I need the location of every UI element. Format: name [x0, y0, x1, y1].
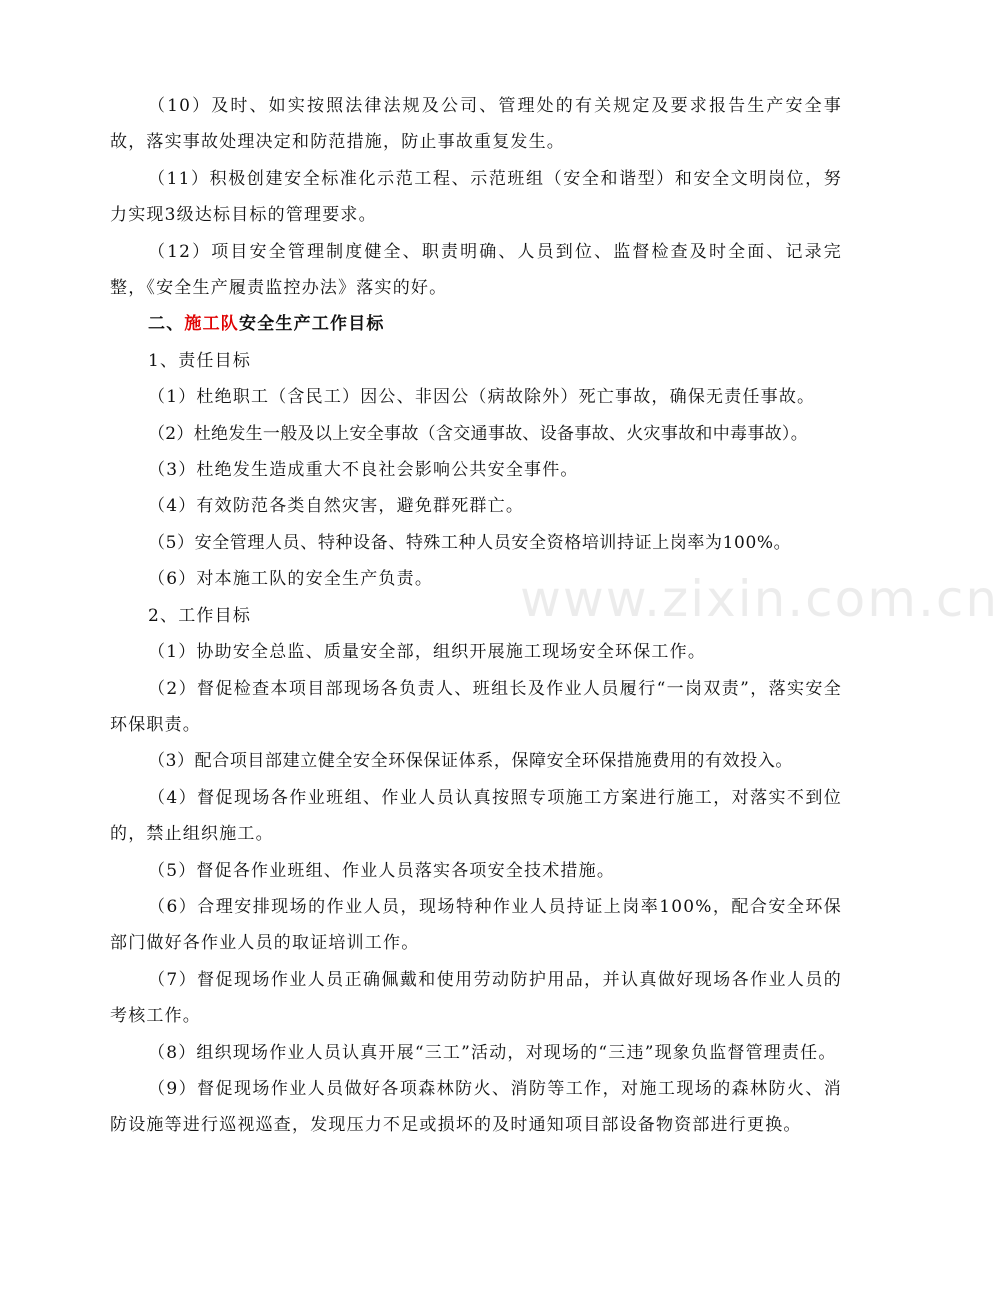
work-item-7: （7）督促现场作业人员正确佩戴和使用劳动防护用品，并认真做好现场各作业人员的考核工作。 — [110, 969, 842, 1027]
section-heading-prefix: 二、 — [148, 314, 185, 335]
work-item-5: （5）督促各作业班组、作业人员落实各项安全技术措施。 — [148, 860, 616, 881]
responsibility-item-1: （1）杜绝职工（含民工）因公、非因公（病故除外）死亡事故，确保无责任事故。 — [148, 387, 816, 408]
section-heading-suffix: 安全生产工作目标 — [239, 314, 385, 335]
work-title: 2、工作目标 — [148, 605, 252, 626]
work-item-2: （2）督促检查本项目部现场各负责人、班组长及作业人员履行“一岗双责”，落实安全环保职责。 — [110, 678, 842, 735]
section-heading — [110, 306, 842, 342]
paragraph-11: （11）积极创建安全标准化示范工程、示范班组（安全和谐型）和安全文明岗位，努力实现3级达标目标的管理要求。 — [110, 168, 842, 226]
work-item-9: （9）督促现场作业人员做好各项森林防火、消防等工作，对施工现场的森林防火、消防设施等进行巡视巡查，发现压力不足或损坏的及时通知项目部设备物资部进行更换。 — [110, 1078, 842, 1136]
work-item-3: （3）配合项目部建立健全安全环保保证体系，保障安全环保措施费用的有效投入。 — [148, 751, 794, 772]
work-item-6: （6）合理安排现场的作业人员，现场特种作业人员持证上岗率100%，配合安全环保部门做好各作业人员的取证培训工作。 — [110, 896, 842, 954]
document-body — [110, 88, 842, 1144]
responsibility-item-6: （6）对本施工队的安全生产负责。 — [148, 569, 434, 590]
responsibility-item-4: （4）有效防范各类自然灾害，避免群死群亡。 — [148, 496, 525, 517]
paragraph-12: （12）项目安全管理制度健全、职责明确、人员到位、监督检查及时全面、记录完整，《安全生产履责监控办法》落实的好。 — [110, 241, 842, 299]
work-item-8: （8）组织现场作业人员认真开展“三工”活动，对现场的“三违”现象负监督管理责任。 — [148, 1042, 837, 1063]
paragraph-10: （10）及时、如实按照法律法规及公司、管理处的有关规定及要求报告生产安全事故，落实事故处理决定和防范措施，防止事故重复发生。 — [110, 96, 842, 153]
work-item-1: （1）协助安全总监、质量安全部，组织开展施工现场安全环保工作。 — [148, 642, 707, 663]
section-heading-highlight: 施工队 — [184, 314, 240, 335]
watermark: www.zixin.com.cn — [520, 570, 999, 628]
responsibility-title: 1、责任目标 — [148, 350, 252, 371]
responsibility-item-5: （5）安全管理人员、特种设备、特殊工种人员安全资格培训持证上岗率为100%。 — [148, 532, 792, 553]
work-item-4: （4）督促现场各作业班组、作业人员认真按照专项施工方案进行施工，对落实不到位的，禁止组织施工。 — [110, 787, 842, 845]
responsibility-item-2: （2）杜绝发生一般及以上安全事故（含交通事故、设备事故、火灾事故和中毒事故）。 — [148, 423, 809, 444]
responsibility-item-3: （3）杜绝发生造成重大不良社会影响公共安全事件。 — [148, 460, 579, 481]
